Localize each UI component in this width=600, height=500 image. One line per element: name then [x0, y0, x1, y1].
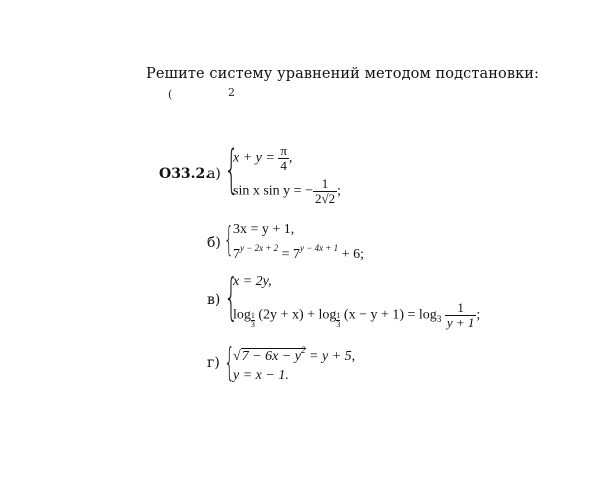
part-label-b: б): [207, 235, 221, 251]
equation-g2: y = x − 1.: [233, 368, 289, 383]
system-brace: {: [224, 140, 239, 200]
system-brace: {: [224, 268, 239, 326]
equation-b1: 3x = y + 1,: [233, 222, 295, 237]
equation-v2: log $\frac{1}{3}$ (2y + x) + log $\frac{1}{3}$ $(x - y + 1) = \log_3$ $\frac{1}{y + 1}$ ;: [233, 300, 481, 330]
system-brace: {: [224, 220, 234, 260]
equation-v1: x = 2y,: [233, 274, 272, 289]
problem-number: O33.2.: [159, 166, 211, 182]
part-label-a: а): [207, 166, 221, 182]
partial-line-fragment: (: [168, 88, 173, 101]
equation-g1: $√7 - 6x - y^2 = y + 5$,: [233, 345, 356, 364]
partial-line-fragment: 2: [228, 86, 235, 99]
part-label-v: в): [207, 292, 221, 308]
instruction-heading: Решите систему уравнений методом подстановки:: [146, 66, 540, 82]
system-brace: {: [224, 340, 235, 384]
equation-a2: sin x sin y = − $\frac{1}{2√2}$ ;: [233, 176, 341, 206]
part-label-g: г): [207, 355, 220, 371]
equation-a1: x + y = $\frac{\pi}{4}$ ,: [233, 143, 293, 173]
equation-b2: $7^{y - 2x + 2} = 7^{y - 4x + 1} + 6$;: [233, 243, 364, 262]
